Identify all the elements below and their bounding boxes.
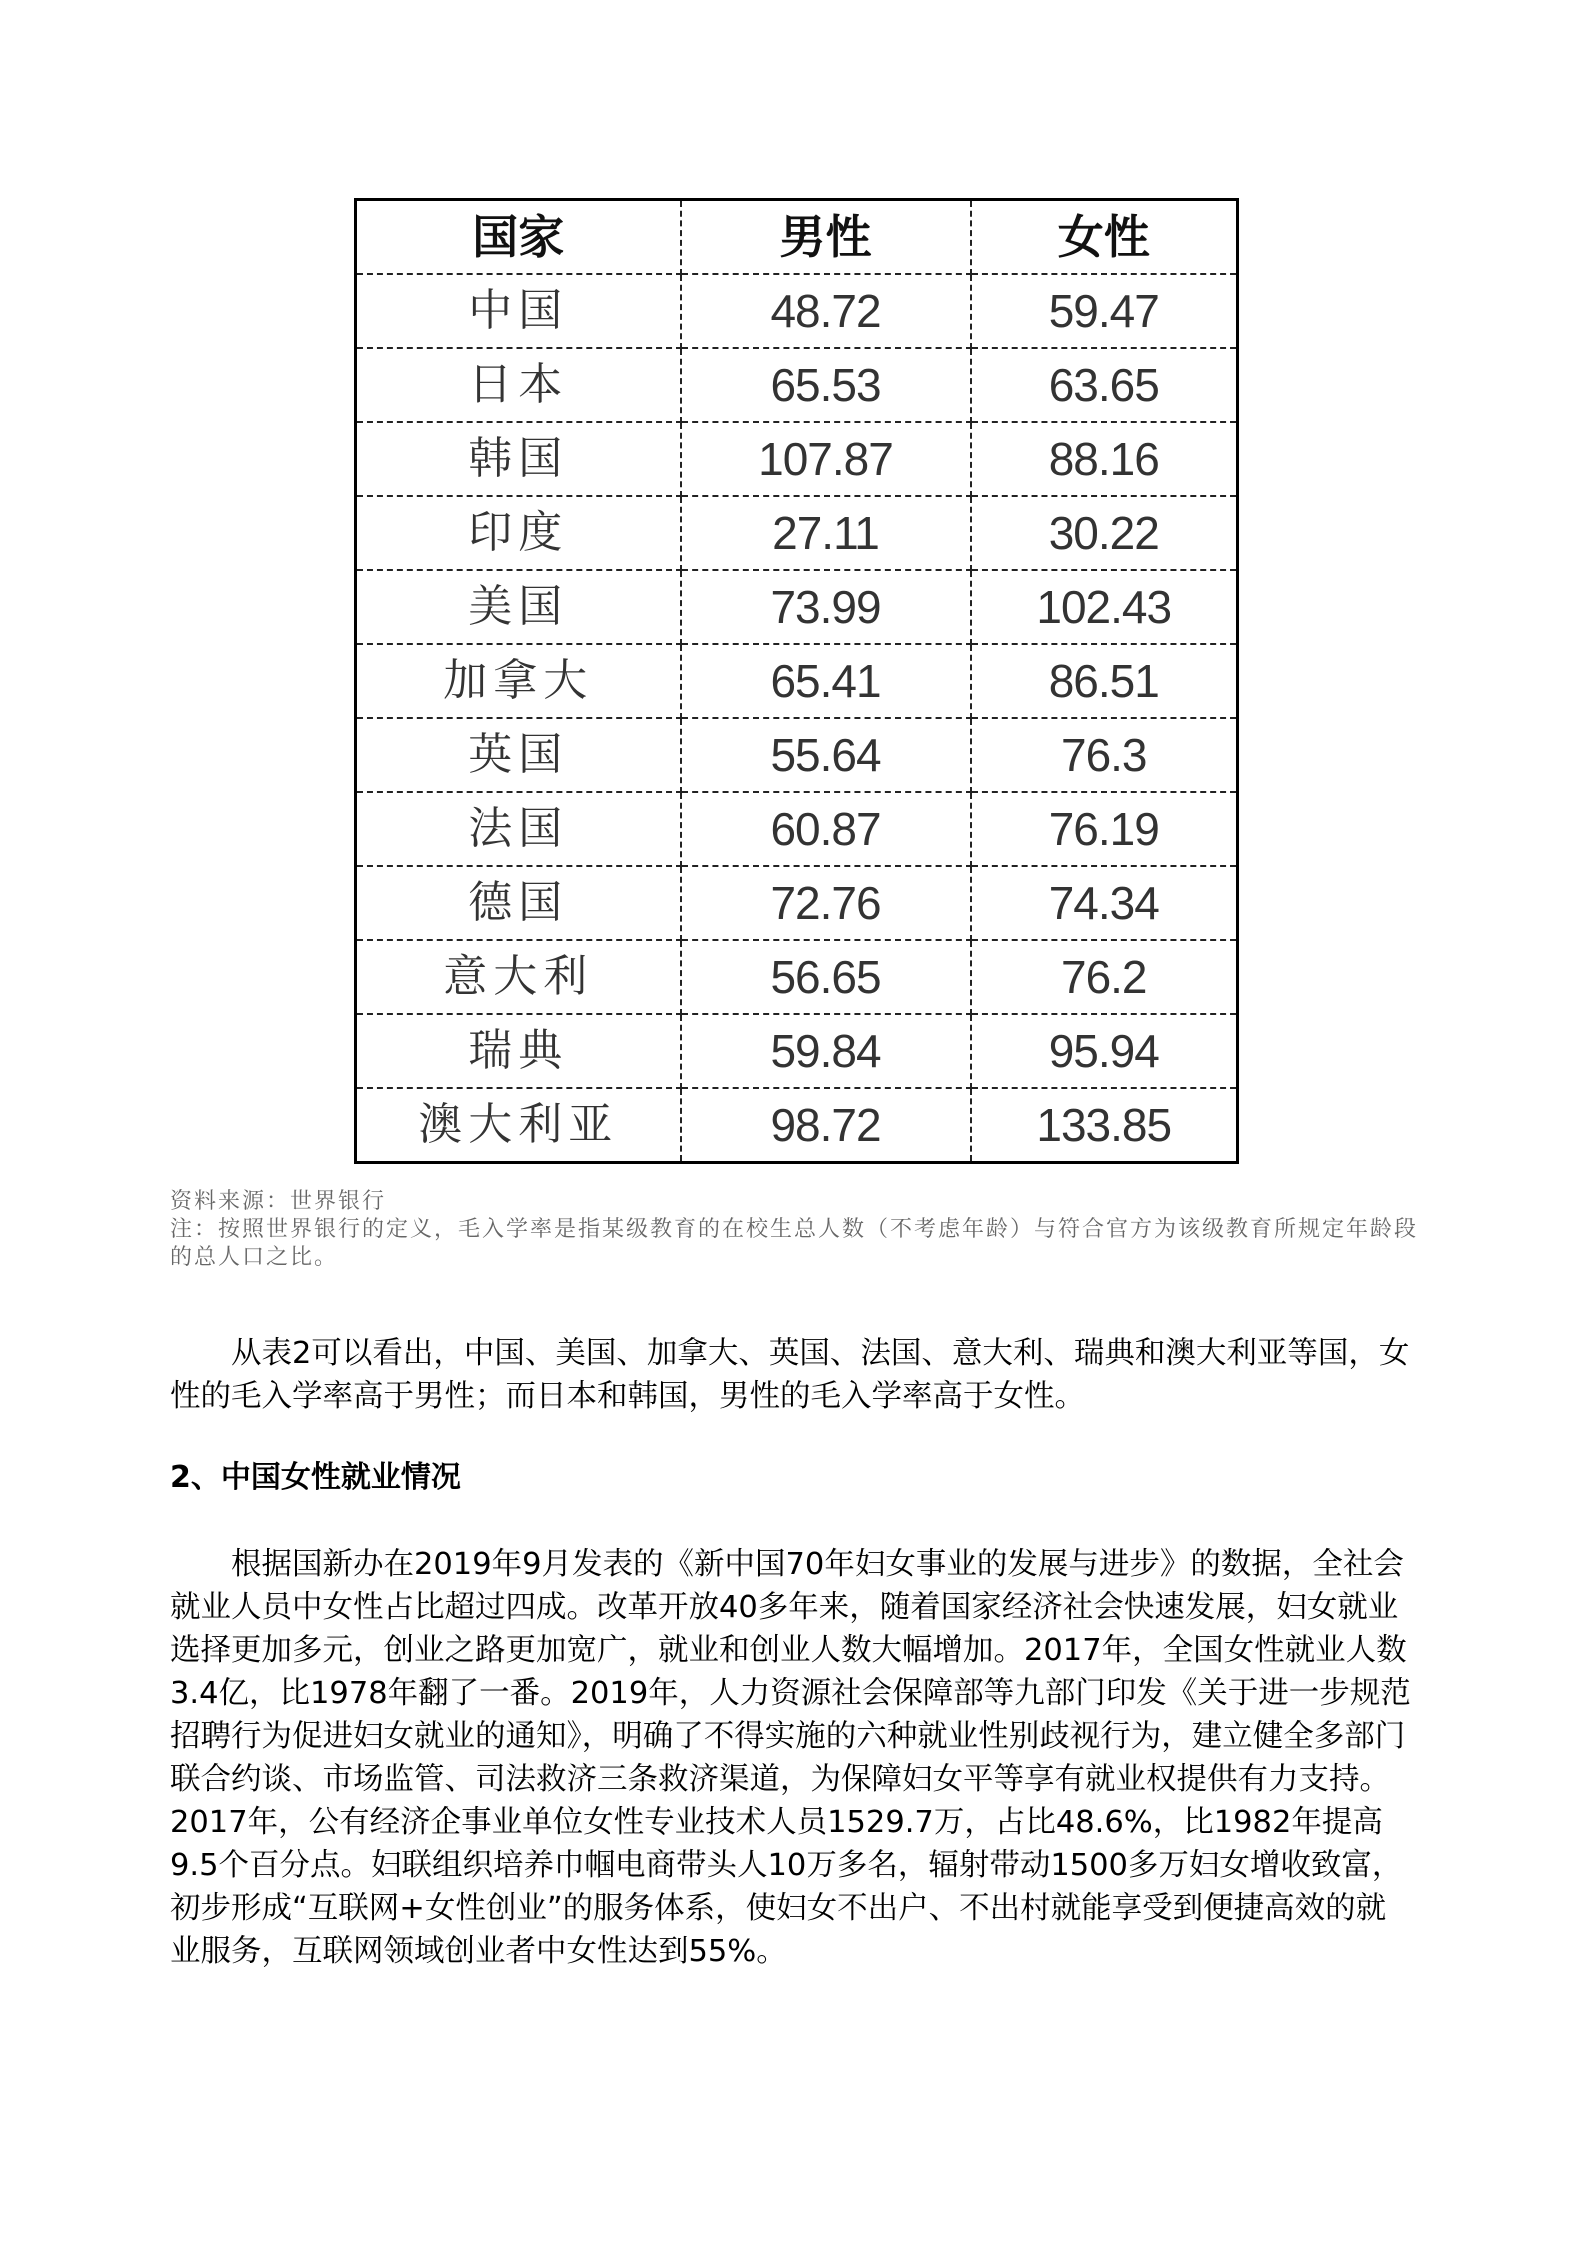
header-female: 女性 (971, 200, 1238, 275)
country-cell: 日本 (356, 348, 681, 422)
table-row (356, 644, 1238, 718)
header-male: 男性 (681, 200, 971, 275)
enrollment-rate-table (354, 198, 1239, 1164)
country-cell: 美国 (356, 570, 681, 644)
enrollment-table-container (354, 198, 1236, 1164)
female-cell: 63.65 (971, 348, 1238, 422)
female-cell: 133.85 (1036, 1099, 1172, 1151)
table-row (356, 496, 1238, 570)
table-row (356, 274, 1238, 348)
country-cell: 印度 (356, 496, 681, 570)
table-row (356, 940, 1238, 1014)
table-row (356, 718, 1238, 792)
female-cell: 30.22 (971, 496, 1238, 570)
male-cell: 65.53 (681, 348, 971, 422)
table-row (356, 792, 1238, 866)
country-cell: 澳大利亚 (356, 1088, 681, 1163)
male-cell: 48.72 (681, 274, 971, 348)
body-paragraph-2: 根据国新办在2019年9月发表的《新中国70年妇女事业的发展与进步》的数据，全社会就业人员中女性占比超过四成。改革开放40多年来，随着国家经济社会快速发展，妇女就业选择更加多元，创业之路更加宽广，就业和创业人数大幅增加。2017年，全国女性就业人数3.4亿，比1978年翻了一番。2019年，人力资源社会保障部等九部门印发《关于进一步规范招聘行为促进妇女就业的通知》，明确了不得实施的六种就业性别歧视行为，建立健全多部门联合约谈、市场监管、司法救济三条救济渠道，为保障妇女平等享有就业权提供有力支持。2017年，公有经济企事业单位女性专业技术人员1529.7万，占比48.6%，比1982年提高9.5个百分点。妇联组织培养巾帼电商带头人10万多名，辐射带动1500多万妇女增收致富，初步形成“互联网+女性创业”的服务体系，使妇女不出户、不出村就能享受到便捷高效的就业服务，互联网领域创业者中女性达到55%。 (170, 1547, 1411, 1969)
female-cell: 76.2 (971, 940, 1238, 1014)
country-cell: 韩国 (356, 422, 681, 496)
header-country: 国家 (356, 200, 681, 275)
country-cell: 中国 (356, 274, 681, 348)
country-cell: 加拿大 (356, 644, 681, 718)
table-row (356, 422, 1238, 496)
country-cell: 法国 (356, 792, 681, 866)
table-notes (170, 1188, 1420, 1272)
female-cell: 102.43 (971, 570, 1238, 644)
definition-note: 注：按照世界银行的定义，毛入学率是指某级教育的在校生总人数（不考虑年龄）与符合官方为该级教育所规定年龄段的总人口之比。 (170, 1217, 1419, 1270)
male-cell: 55.64 (681, 718, 971, 792)
table-row (356, 1014, 1238, 1088)
female-cell: 59.47 (971, 274, 1238, 348)
country-cell: 意大利 (356, 940, 681, 1014)
male-cell: 72.76 (681, 866, 971, 940)
female-cell: 74.34 (971, 866, 1238, 940)
male-cell: 98.72 (681, 1088, 971, 1163)
country-cell: 德国 (356, 866, 681, 940)
male-cell: 73.99 (681, 570, 971, 644)
male-cell: 107.87 (681, 422, 971, 496)
female-cell: 88.16 (971, 422, 1238, 496)
male-cell: 60.87 (681, 792, 971, 866)
table-row (356, 570, 1238, 644)
table-header-row (356, 200, 1238, 275)
country-cell: 瑞典 (356, 1014, 681, 1088)
female-cell: 76.19 (971, 792, 1238, 866)
male-cell: 27.11 (681, 496, 971, 570)
female-cell: 76.3 (971, 718, 1238, 792)
country-cell: 英国 (356, 718, 681, 792)
table-row (356, 1088, 1238, 1163)
female-cell: 95.94 (971, 1014, 1238, 1088)
male-cell: 56.65 (681, 940, 971, 1014)
section-heading: 2、中国女性就业情况 (170, 1460, 461, 1495)
body-paragraph-1: 从表2可以看出，中国、美国、加拿大、英国、法国、意大利、瑞典和澳大利亚等国，女性的毛入学率高于男性；而日本和韩国，男性的毛入学率高于女性。 (170, 1336, 1410, 1414)
male-cell: 59.84 (681, 1014, 971, 1088)
source-note: 资料来源：世界银行 (170, 1189, 387, 1214)
table-row (356, 866, 1238, 940)
female-cell: 86.51 (971, 644, 1238, 718)
table-body (356, 274, 1238, 1163)
male-cell: 65.41 (681, 644, 971, 718)
table-row (356, 348, 1238, 422)
